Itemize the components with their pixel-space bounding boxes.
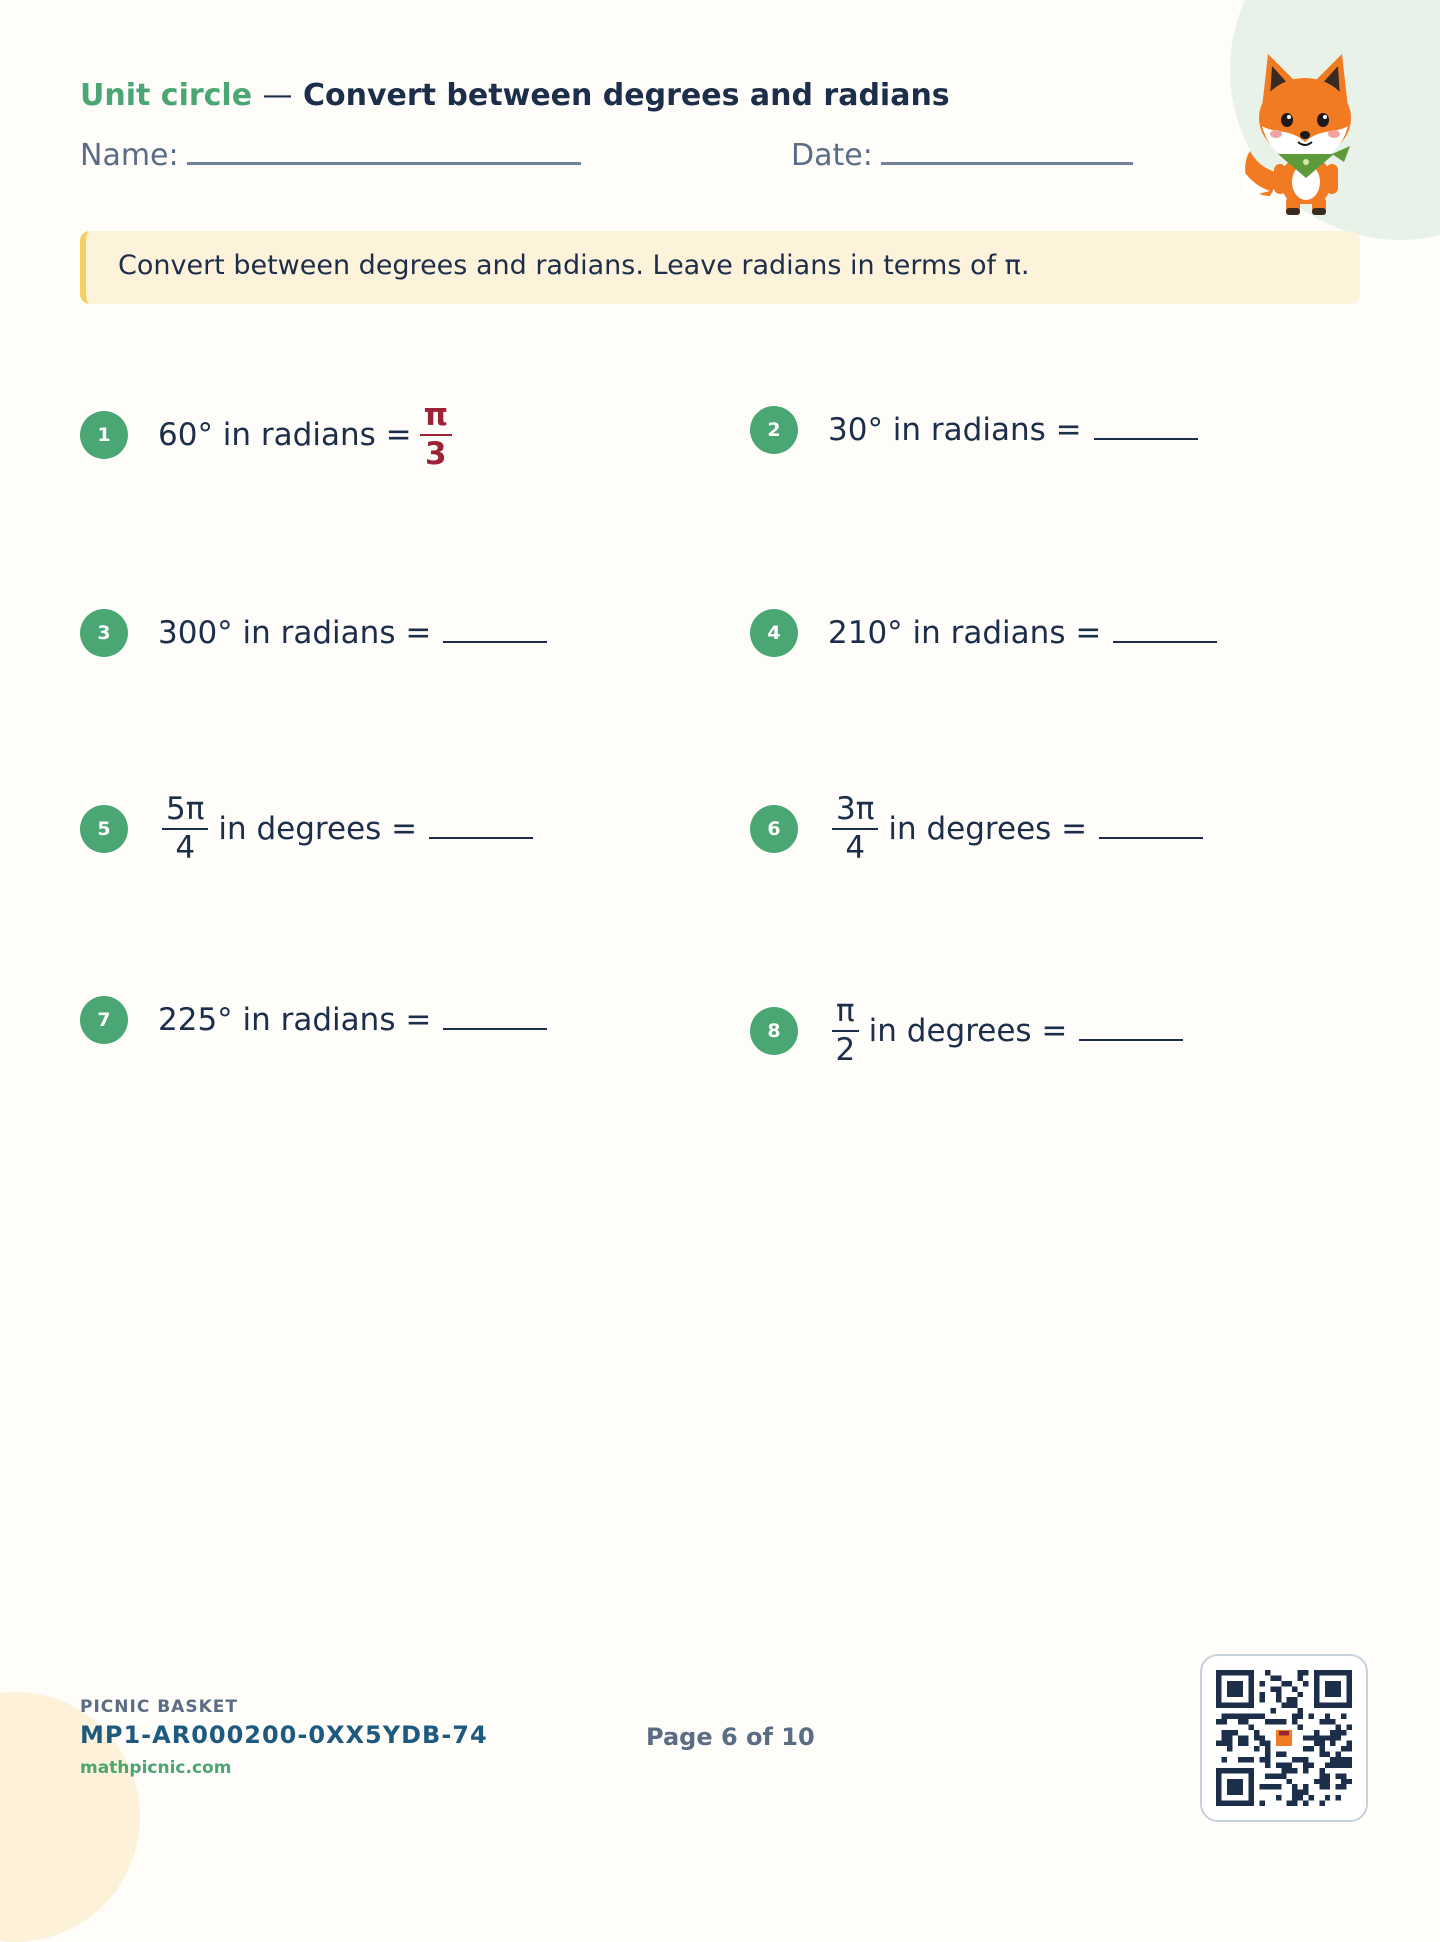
footer-worksheet-code: MP1-AR000200-0XX5YDB-74 [80,1721,488,1749]
footer-site-link[interactable]: mathpicnic.com [80,1758,232,1778]
problem-number-badge: 4 [750,609,798,657]
fraction-denominator: 4 [175,830,196,866]
date-field[interactable] [791,136,1133,173]
answer-blank[interactable] [429,819,533,839]
page-number: Page 6 of 10 [646,1723,815,1751]
answer-fraction [420,397,453,472]
qr-code [1200,1654,1368,1822]
answer-blank[interactable] [443,1010,547,1030]
problem-number-badge: 6 [750,805,798,853]
fraction-numerator: 5π [162,794,208,830]
problem-number-badge: 8 [750,1007,798,1055]
answer-numerator: π [420,400,453,436]
problem-fraction [162,791,208,866]
title-main: Convert between degrees and radians [302,78,950,113]
title-topic: Unit circle [80,78,253,113]
date-blank-line[interactable] [881,136,1133,165]
problem-6 [750,791,1203,866]
answer-blank[interactable] [1113,623,1217,643]
problem-fraction [832,993,859,1068]
problem-1 [80,397,456,472]
answer-blank[interactable] [1079,1021,1183,1041]
date-label: Date: [791,138,873,173]
problem-prompt: in degrees = [868,1013,1068,1049]
fox-mascot-icon [1240,46,1370,216]
problem-number-badge: 5 [80,805,128,853]
instructions-banner [80,231,1360,304]
problem-prompt: 225° in radians = [158,1002,432,1038]
answer-blank[interactable] [1094,420,1198,440]
problem-number-badge: 7 [80,996,128,1044]
name-label: Name: [80,138,179,173]
answer-denominator: 3 [425,436,447,472]
fraction-numerator: 3π [832,794,878,830]
problem-8 [750,993,1183,1068]
instructions-text: Convert between degrees and radians. Leave radians in terms of π. [118,250,1030,281]
answer-blank[interactable] [1099,819,1203,839]
problem-4 [750,609,1217,657]
problem-prompt: 30° in radians = [828,412,1082,448]
problem-5 [80,791,533,866]
problem-prompt: in degrees = [888,811,1088,847]
problem-3 [80,609,547,657]
problem-number-badge: 3 [80,609,128,657]
fraction-denominator: 4 [845,830,866,866]
problem-prompt: 300° in radians = [158,615,432,651]
page-title [80,78,950,113]
fraction-denominator: 2 [835,1032,856,1068]
problem-number-badge: 1 [80,411,128,459]
problem-fraction [832,791,878,866]
name-field[interactable] [80,136,581,173]
title-separator: — [262,78,293,113]
problem-7 [80,996,547,1044]
answer-blank[interactable] [443,623,547,643]
problem-prompt: 60° in radians = [158,417,412,453]
name-blank-line[interactable] [187,136,581,165]
footer-brand: PICNIC BASKET [80,1697,238,1717]
qr-code-icon [1216,1670,1352,1806]
problem-prompt: in degrees = [218,811,418,847]
problem-2 [750,406,1198,454]
problem-number-badge: 2 [750,406,798,454]
fraction-numerator: π [832,996,859,1032]
problem-prompt: 210° in radians = [828,615,1102,651]
